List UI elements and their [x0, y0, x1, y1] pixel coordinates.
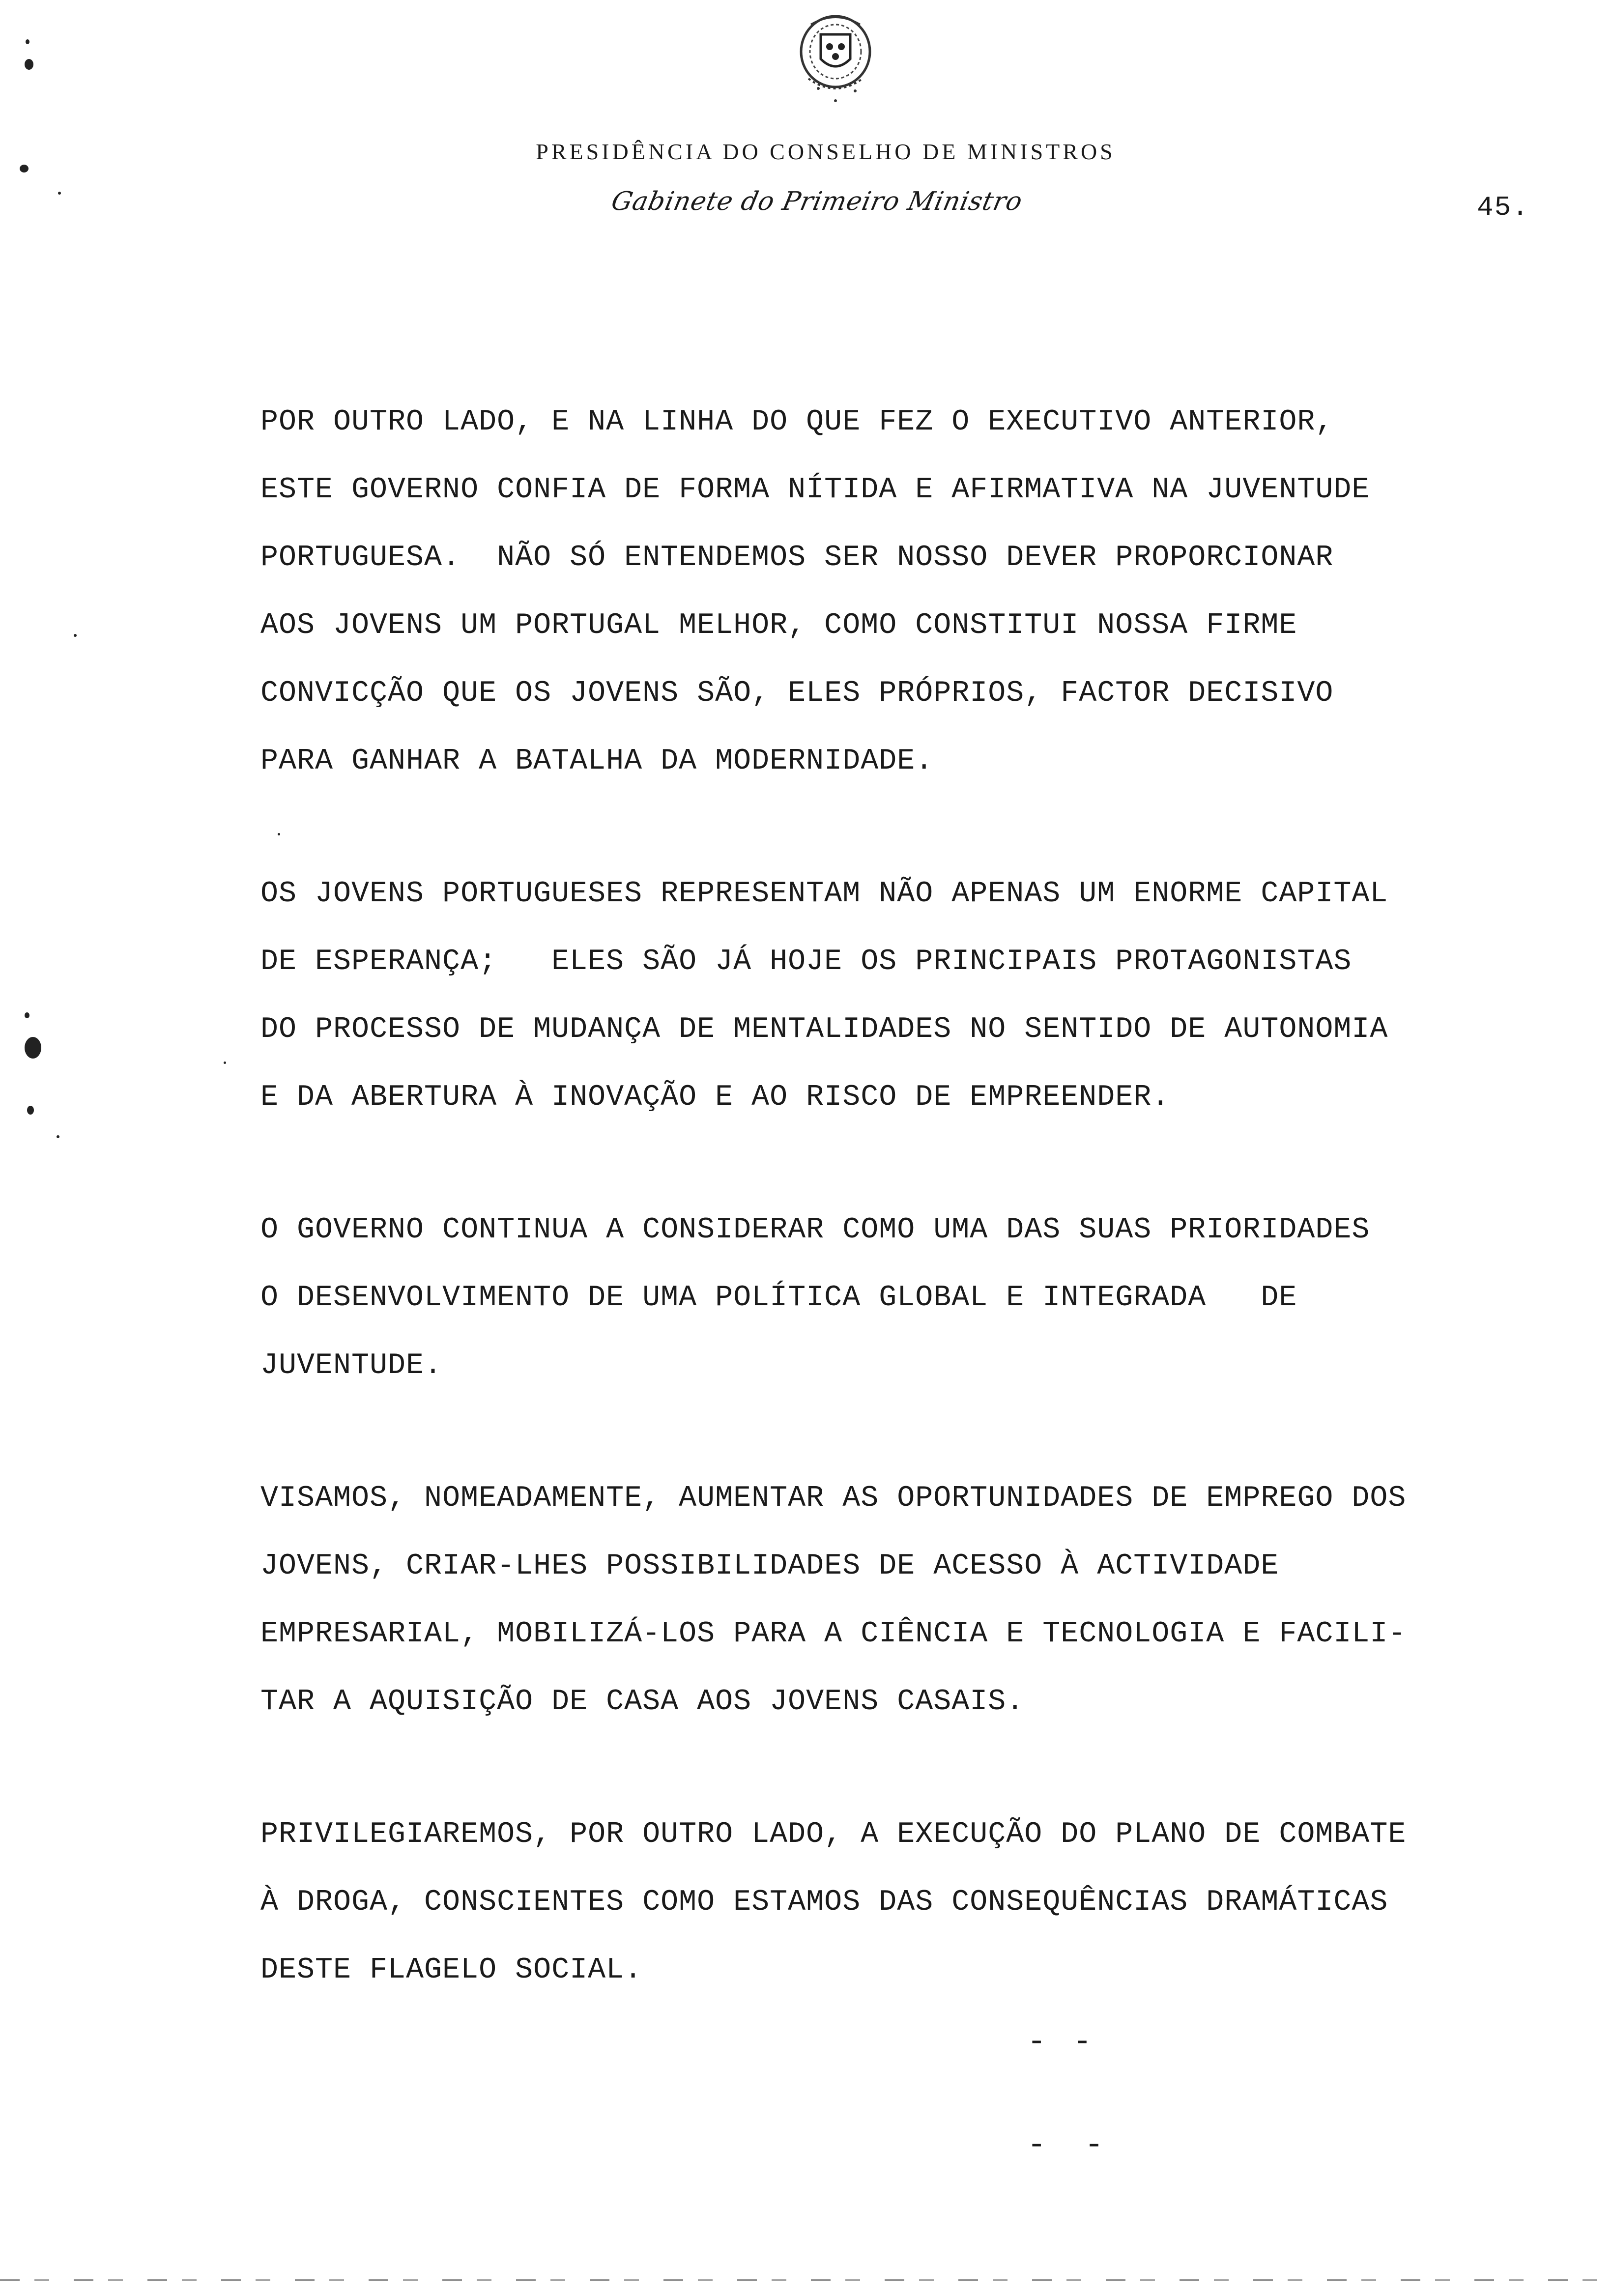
page-header-title: PRESIDÊNCIA DO CONSELHO DE MINISTROS: [536, 139, 1116, 164]
text-line: DO PROCESSO DE MUDANÇA DE MENTALIDADES NO SENTIDO DE AUTONOMIA: [260, 1013, 1388, 1046]
text-line: EMPRESARIAL, MOBILIZÁ-LOS PARA A CIÊNCIA E TECNOLOGIA E FACILI-: [260, 1617, 1407, 1651]
scan-speck: [224, 1062, 226, 1064]
text-line: PORTUGUESA. NÃO SÓ ENTENDEMOS SER NOSSO DEVER PROPORCIONAR: [260, 541, 1334, 574]
text-line: OS JOVENS PORTUGUESES REPRESENTAM NÃO APENAS UM ENORME CAPITAL: [260, 877, 1388, 911]
scan-speck: [278, 833, 280, 835]
paragraph: [260, 860, 1558, 1131]
scan-speck: [27, 1106, 34, 1115]
page-header-subtitle: Gabinete do Primeiro Ministro: [608, 187, 1026, 216]
text-line: O GOVERNO CONTINUA A CONSIDERAR COMO UMA DAS SUAS PRIORIDADES: [260, 1213, 1370, 1247]
paragraph: [260, 388, 1558, 795]
page-number: 45.: [1477, 192, 1529, 223]
text-line: À DROGA, CONSCIENTES COMO ESTAMOS DAS CONSEQUÊNCIAS DRAMÁTICAS: [260, 1886, 1388, 1919]
scan-speck: [25, 1012, 29, 1018]
scan-speck: [58, 192, 61, 195]
text-line: JUVENTUDE.: [260, 1349, 443, 1382]
text-line: DESTE FLAGELO SOCIAL.: [260, 1953, 643, 1987]
scan-speck: [57, 1135, 59, 1138]
text-line: JOVENS, CRIAR-LHES POSSIBILIDADES DE ACESSO À ACTIVIDADE: [260, 1550, 1279, 1583]
scan-speck: [26, 39, 29, 44]
text-line: POR OUTRO LADO, E NA LINHA DO QUE FEZ O EXECUTIVO ANTERIOR,: [260, 405, 1334, 439]
text-line: VISAMOS, NOMEADAMENTE, AUMENTAR AS OPORTUNIDADES DE EMPREGO DOS: [260, 1482, 1407, 1515]
text-line: AOS JOVENS UM PORTUGAL MELHOR, COMO CONSTITUI NOSSA FIRME: [260, 609, 1297, 642]
continuation-mark: - -: [1027, 2128, 1114, 2163]
coat-of-arms-icon: [781, 5, 890, 108]
text-line: E DA ABERTURA À INOVAÇÃO E AO RISCO DE EMPREENDER.: [260, 1081, 1170, 1114]
paragraph: [260, 1196, 1558, 1400]
scan-edge-line: [0, 2279, 1612, 2281]
text-line: ESTE GOVERNO CONFIA DE FORMA NÍTIDA E AFIRMATIVA NA JUVENTUDE: [260, 473, 1370, 507]
paragraph: [260, 1464, 1558, 1736]
text-line: DE ESPERANÇA; ELES SÃO JÁ HOJE OS PRINCIPAIS PROTAGONISTAS: [260, 945, 1352, 978]
text-line: TAR A AQUISIÇÃO DE CASA AOS JOVENS CASAIS.: [260, 1685, 1025, 1719]
scan-speck: [25, 59, 33, 70]
document-body: [260, 388, 1558, 2069]
scan-speck: [20, 165, 29, 172]
scan-speck: [25, 1037, 41, 1059]
text-line: CONVICÇÃO QUE OS JOVENS SÃO, ELES PRÓPRIOS, FACTOR DECISIVO: [260, 677, 1334, 710]
continuation-mark: - -: [1027, 2025, 1096, 2060]
text-line: PARA GANHAR A BATALHA DA MODERNIDADE.: [260, 745, 934, 778]
text-line: O DESENVOLVIMENTO DE UMA POLÍTICA GLOBAL E INTEGRADA DE: [260, 1281, 1297, 1315]
scan-speck: [74, 634, 77, 637]
paragraph: [260, 1801, 1558, 2004]
text-line: PRIVILEGIAREMOS, POR OUTRO LADO, A EXECUÇÃO DO PLANO DE COMBATE: [260, 1818, 1407, 1851]
